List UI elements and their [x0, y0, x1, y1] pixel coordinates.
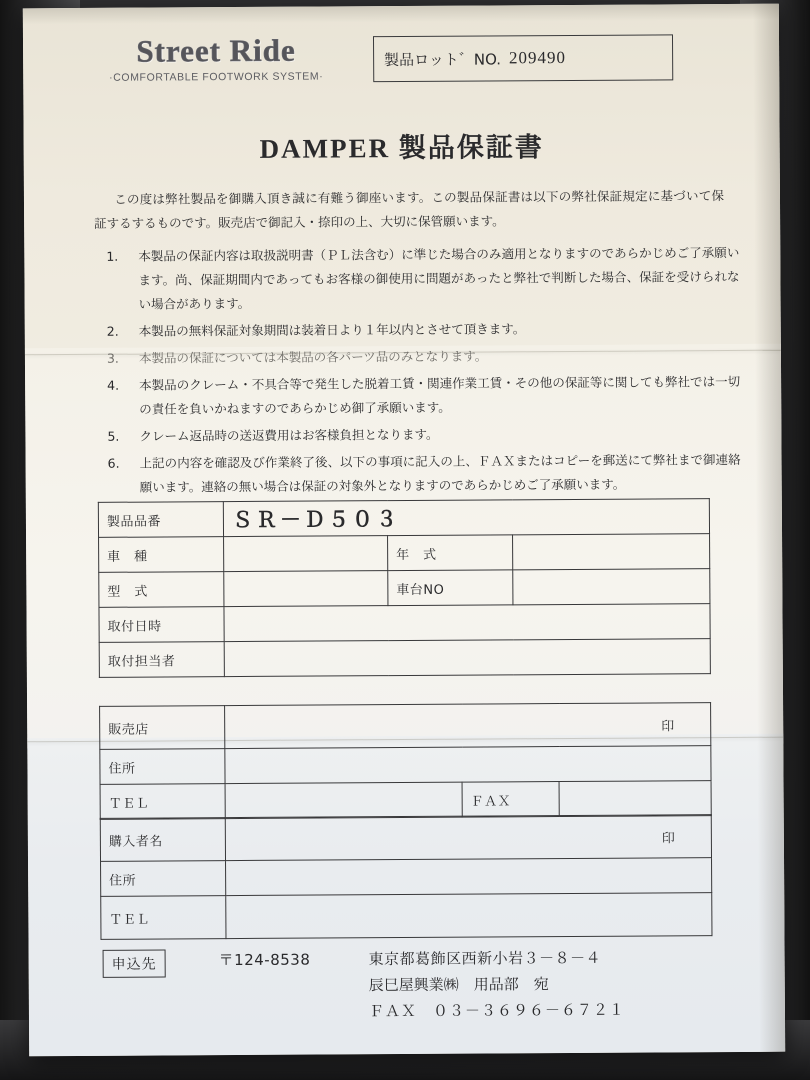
table-row — [99, 639, 710, 678]
footer-fax: ＦＡＸ ０３－３６９６－６７２１ — [368, 1000, 626, 1021]
application-address-block — [219, 944, 739, 1025]
dealer-fax-label: ＦＡＸ — [462, 782, 559, 818]
install-date-field[interactable] — [224, 604, 710, 642]
dealer-info-table — [99, 702, 712, 820]
chassis-no-field[interactable] — [513, 569, 710, 605]
table-row — [100, 781, 711, 820]
list-item — [95, 343, 740, 371]
table-row — [100, 815, 711, 862]
brand-logo — [81, 32, 351, 84]
application-address-label: 申込先 — [103, 949, 166, 977]
dealer-label: 販売店 — [100, 706, 225, 750]
type-label: 型 式 — [99, 572, 224, 608]
clause-number: 3. — [106, 350, 119, 366]
clause-text: クレーム返品時の送返費用はお客様負担となります。 — [139, 426, 439, 444]
table-row — [99, 604, 710, 643]
intro-paragraph — [94, 184, 724, 236]
product-lot-number: 209490 — [508, 48, 567, 68]
vehicle-model-field[interactable] — [224, 536, 388, 572]
chassis-no-label: 車台NO — [388, 570, 513, 606]
buyer-tel-field[interactable] — [226, 893, 712, 939]
brand-name: Street Ride — [136, 32, 296, 69]
model-year-label: 年 式 — [388, 535, 513, 571]
buyer-name-label: 購入者名 — [100, 818, 225, 862]
clause-text: 本製品のクレーム・不具合等で発生した脱着工賃・関連作業工賃・その他の保証等に関しても弊社では一切の責任を負いかねますのであらかじめ御了承願います。 — [139, 373, 741, 417]
installer-field[interactable] — [224, 639, 710, 677]
intro-text: この度は弊社製品を御購入頂き誠に有難う御座います。この製品保証書は以下の弊社保証規定に基づいて保証するするものです。販売店で御記入・捺印の上、大切に保管願います。 — [94, 188, 725, 231]
clause-number: 4. — [107, 377, 120, 393]
table-row — [99, 569, 710, 608]
clause-number: 1. — [106, 248, 119, 264]
table-row — [100, 703, 711, 750]
type-field[interactable] — [224, 571, 388, 607]
dealer-address-label: 住所 — [100, 749, 225, 785]
dealer-seal-mark: 印 — [661, 718, 675, 734]
dealer-fax-field[interactable] — [559, 781, 711, 817]
footer-company: 辰巳屋興業㈱ 用品部 宛 — [368, 975, 549, 995]
list-item — [94, 241, 739, 317]
footer-postal-row — [219, 944, 739, 973]
clause-text: 本製品の保証については本製品の各パーツ品のみとなります。 — [138, 348, 488, 366]
clause-number: 6. — [107, 455, 120, 471]
clause-text: 本製品の無料保証対象期間は装着日より１年以内とさせて頂きます。 — [138, 321, 526, 339]
table-row — [101, 858, 712, 897]
buyer-tel-label: ＴＥＬ — [101, 896, 226, 940]
model-year-field[interactable] — [513, 534, 710, 570]
table-row — [98, 499, 709, 538]
buyer-name-field[interactable] — [225, 815, 711, 861]
table-row — [99, 534, 710, 573]
dealer-field[interactable] — [225, 703, 711, 749]
product-part-value: ＳＲ－Ｄ５０３ — [223, 499, 709, 537]
warranty-clause-list — [94, 241, 741, 503]
footer-postal-code: 〒124‐8538 — [218, 950, 311, 970]
clause-number: 2. — [106, 323, 119, 339]
list-item — [95, 370, 740, 422]
dealer-tel-field[interactable] — [225, 782, 462, 818]
list-item — [95, 421, 740, 449]
buyer-address-label: 住所 — [101, 861, 226, 897]
clause-number: 5. — [107, 428, 120, 444]
installer-label: 取付担当者 — [99, 642, 224, 678]
clause-text: 上記の内容を確認及び作業終了後、以下の事項に記入の上、ＦＡＸまたはコピーを郵送にて弊社まで御連絡願います。連絡の無い場合は保証の対象外となりますのであらかじめご了承願います。 — [139, 451, 741, 495]
dealer-address-field[interactable] — [225, 746, 711, 784]
table-row — [100, 746, 711, 785]
product-lot-label: 製品ロット゛NO. — [384, 49, 502, 69]
product-info-table — [98, 498, 711, 678]
table-row — [101, 893, 712, 940]
install-date-label: 取付日時 — [99, 607, 224, 643]
brand-tagline: ·COMFORTABLE FOOTWORK SYSTEM· — [109, 70, 324, 84]
buyer-seal-mark: 印 — [661, 830, 675, 846]
warranty-document-paper — [23, 4, 785, 1057]
product-lot-box — [373, 34, 673, 82]
list-item — [95, 316, 740, 344]
list-item — [96, 448, 741, 500]
buyer-info-table — [100, 814, 713, 940]
clause-text: 本製品の保証内容は取扱説明書（ＰＬ法含む）に準じた場合のみ適用となりますのであらかじめご了承願います。尚、保証期間内であってもお客様の御使用に問題があったと弊社で判断した場合、保証を受けられない場合があります。 — [138, 244, 740, 312]
buyer-address-field[interactable] — [226, 858, 712, 896]
product-part-label: 製品品番 — [98, 502, 223, 538]
vehicle-model-label: 車 種 — [99, 537, 224, 573]
document-content — [23, 4, 785, 1057]
dealer-tel-label: ＴＥＬ — [100, 784, 225, 820]
page-title: DAMPER 製品保証書 — [259, 132, 544, 164]
footer-address: 東京都葛飾区西新小岩３－８－４ — [368, 948, 602, 969]
